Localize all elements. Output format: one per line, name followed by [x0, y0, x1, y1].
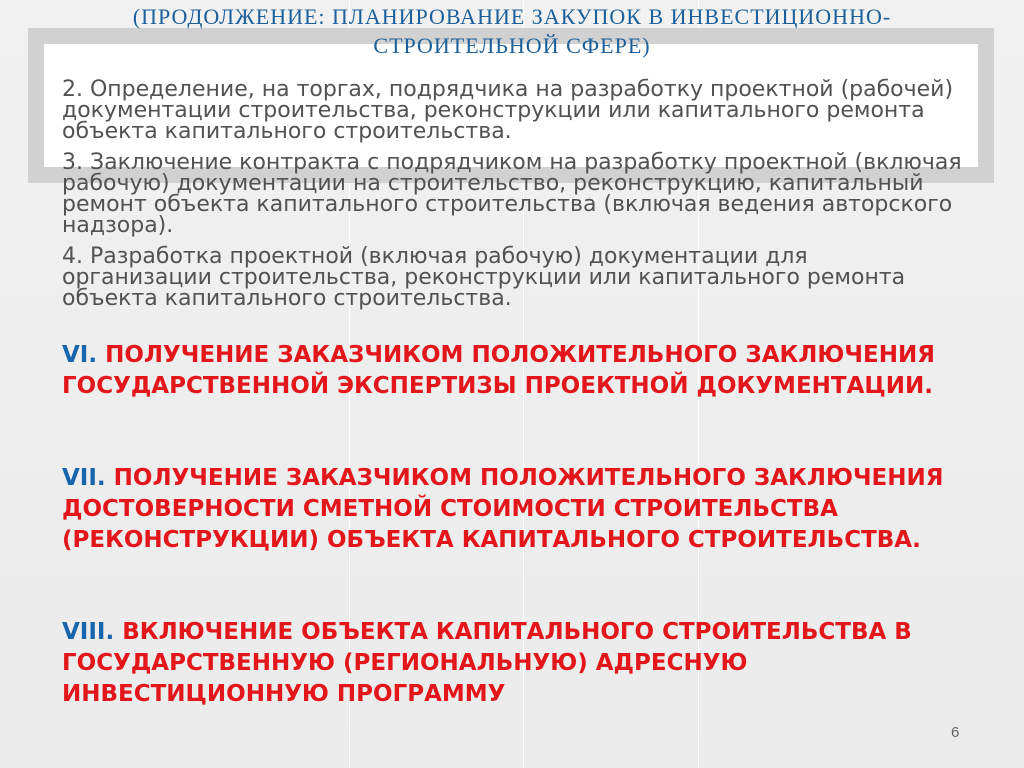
- step-2-text: 2. Определение, на торгах, подрядчика на разработку проектной (рабочей) документации строительства, реконструкции или капитального ремонта объекта капитального строительства.: [62, 77, 954, 144]
- spacer: [62, 402, 962, 463]
- step-4-text: 4. Разработка проектной (включая рабочую) документации для организации строительства, реконструкции или капитального ремонта объекта капитального строительства.: [62, 244, 906, 311]
- phase-vii-number: VII.: [62, 465, 106, 491]
- phase-viii-number: VIII.: [62, 619, 115, 645]
- phase-vii-heading: [62, 463, 962, 556]
- spacer: [62, 556, 962, 617]
- phase-viii-heading: [62, 617, 962, 710]
- step-3-text: 3. Заключение контракта с подрядчиком на разработку проектной (включая рабочую) документации на строительство, реконструкцию, капитальный ремонт объекта капитального строительства (включая ведения авторского надзора).: [62, 150, 962, 238]
- phase-vi-heading: [62, 340, 962, 402]
- slide-page-number: 6: [951, 724, 960, 741]
- phase-viii-title: ВКЛЮЧЕНИЕ ОБЪЕКТА КАПИТАЛЬНОГО СТРОИТЕЛЬСТВА В ГОСУДАРСТВЕННУЮ (РЕГИОНАЛЬНУЮ) АДРЕСНУЮ ИНВЕСТИЦИОННУЮ ПРОГРАММУ: [62, 619, 912, 707]
- phase-vii-title: ПОЛУЧЕНИЕ ЗАКАЗЧИКОМ ПОЛОЖИТЕЛЬНОГО ЗАКЛЮЧЕНИЯ ДОСТОВЕРНОСТИ СМЕТНОЙ СТОИМОСТИ СТРОИТЕЛЬСТВА (РЕКОНСТРУКЦИИ) ОБЪЕКТА КАПИТАЛЬНОГО СТРОИТЕЛЬСТВА.: [62, 465, 944, 553]
- phase-vi-number: VI.: [62, 342, 98, 368]
- phase-vi-title: ПОЛУЧЕНИЕ ЗАКАЗЧИКОМ ПОЛОЖИТЕЛЬНОГО ЗАКЛЮЧЕНИЯ ГОСУДАРСТВЕННОЙ ЭКСПЕРТИЗЫ ПРОЕКТНОЙ ДОКУМЕНТАЦИИ.: [62, 342, 935, 399]
- slide-content: [62, 79, 962, 710]
- slide-title: (ПРОДОЛЖЕНИЕ: ПЛАНИРОВАНИЕ ЗАКУПОК В ИНВЕСТИЦИОННО-СТРОИТЕЛЬНОЙ СФЕРЕ): [132, 4, 892, 58]
- spacer: [62, 309, 962, 340]
